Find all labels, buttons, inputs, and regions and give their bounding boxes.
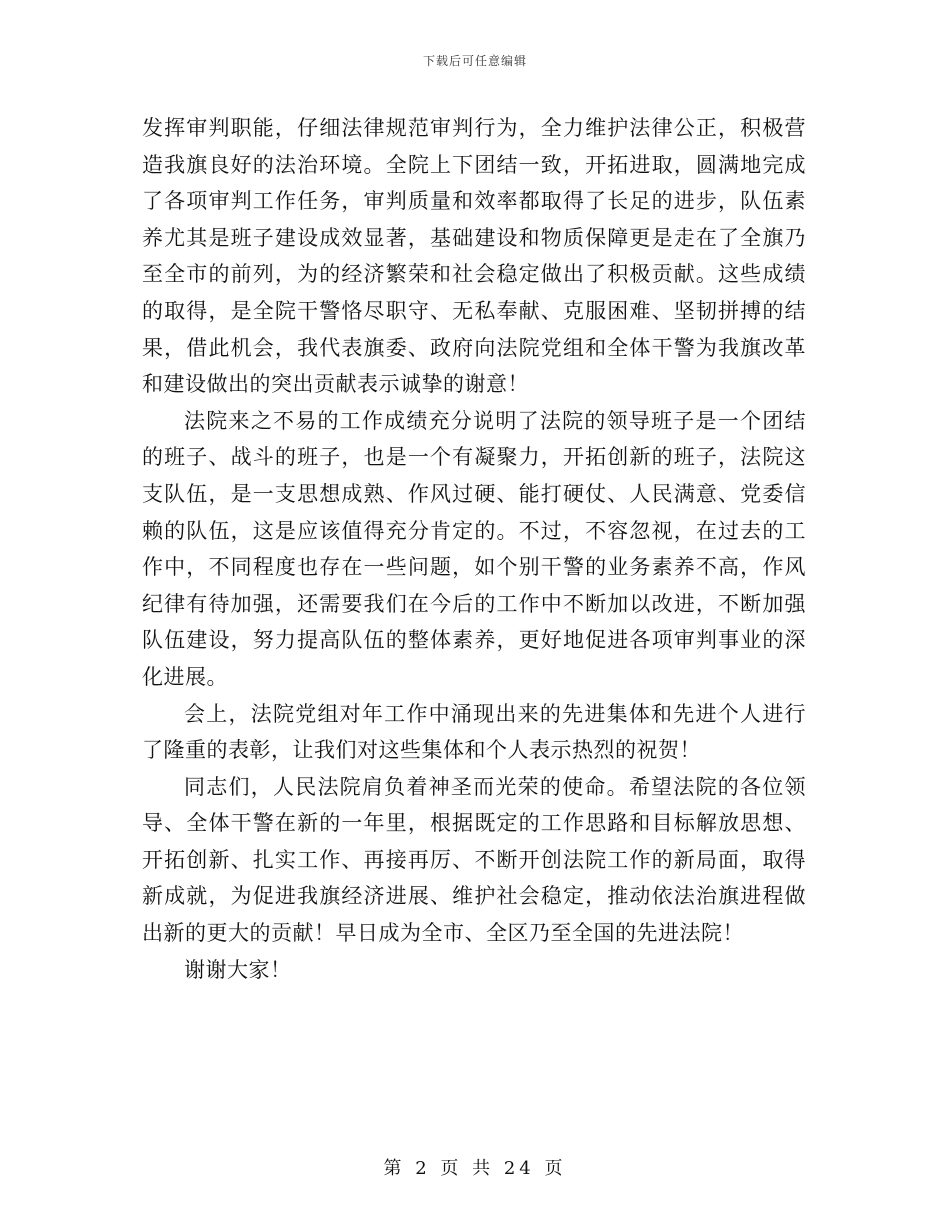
- page-header-note: 下载后可任意编辑: [422, 54, 527, 68]
- paragraph-2: 法院来之不易的工作成绩充分说明了法院的领导班子是一个团结的班子、战斗的班子，也是一个有凝聚力，开拓创新的班子，法院这支队伍，是一支思想成熟、作风过硬、能打硬仗、人民满意、党委信赖的队伍，这是应该值得充分肯定的。不过，不容忽视，在过去的工作中，不同程度也存在一些问题，如个别干警的业务素养不高，作风纪律有待加强，还需要我们在今后的工作中不断加以改进，不断加强队伍建设，努力提高队伍的整体素养，更好地促进各项审判事业的深化进展。: [142, 408, 806, 689]
- document-body: [142, 110, 806, 988]
- paragraph-4: 同志们，人民法院肩负着神圣而光荣的使命。希望法院的各位领导、全体干警在新的一年里，根据既定的工作思路和目标解放思想、开拓创新、扎实工作、再接再厉、不断开创法院工作的新局面，取得新成就，为促进我旗经济进展、维护社会稳定，推动依法治旗进程做出新的更大的贡献！早日成为全市、全区乃至全国的先进法院！: [142, 774, 806, 946]
- paragraph-3: 会上，法院党组对年工作中涌现出来的先进集体和先进个人进行了隆重的表彰，让我们对这些集体和个人表示热烈的祝贺！: [142, 701, 806, 763]
- paragraph-1: 发挥审判职能，仔细法律规范审判行为，全力维护法律公正，积极营造我旗良好的法治环境。全院上下团结一致，开拓进取，圆满地完成了各项审判工作任务，审判质量和效率都取得了长足的进步，队伍素养尤其是班子建设成效显著，基础建设和物质保障更是走在了全旗乃至全市的前列，为的经济繁荣和社会稳定做出了积极贡献。这些成绩的取得，是全院干警恪尽职守、无私奉献、克服困难、坚韧拼搏的结果，借此机会，我代表旗委、政府向法院党组和全体干警为我旗改革和建设做出的突出贡献表示诚挚的谢意！: [142, 116, 806, 397]
- page-number: 第 2 页 共 24 页: [383, 1158, 567, 1179]
- paragraph-5: 谢谢大家！: [184, 957, 292, 982]
